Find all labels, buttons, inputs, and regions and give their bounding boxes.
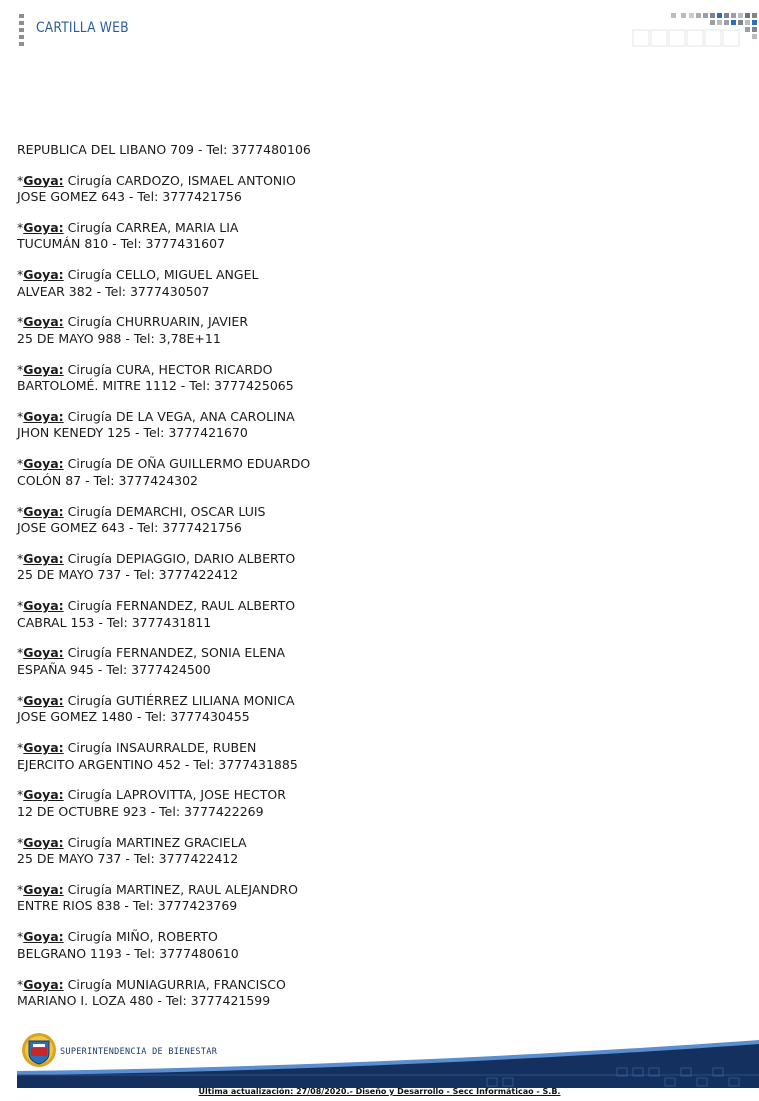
- list-item: [17, 173, 617, 206]
- footer-credits: Última actualización: 27/08/2020.- Diseño y Desarrollo - Secc Informáticao - S.B.: [198, 1087, 561, 1096]
- list-item: [17, 977, 617, 1010]
- city-label: Goya:: [23, 550, 64, 566]
- list-item: [17, 220, 617, 253]
- city-label: Goya:: [23, 219, 64, 235]
- entry-address: 25 DE MAYO 988 - Tel: 3,78E+11: [17, 330, 221, 346]
- specialty-name: Cirugía FERNANDEZ, RAUL ALBERTO: [63, 598, 296, 614]
- city-label: Goya:: [23, 881, 64, 897]
- bullet-marker: *: [17, 976, 24, 992]
- specialty-name: Cirugía CHURRUARIN, JAVIER: [63, 314, 249, 330]
- entry-title: [17, 693, 617, 710]
- specialty-name: Cirugía MIÑO, ROBERTO: [63, 929, 218, 945]
- list-item: [17, 456, 617, 489]
- entry-title: [17, 929, 617, 946]
- bullet-marker: *: [17, 881, 24, 897]
- list-item: [17, 409, 617, 442]
- entry-title: [17, 409, 617, 426]
- entry-title: [17, 551, 617, 568]
- bullet-marker: *: [17, 929, 24, 945]
- city-label: Goya:: [23, 408, 64, 424]
- city-label: Goya:: [23, 172, 64, 188]
- entry-address: BELGRANO 1193 - Tel: 3777480610: [17, 945, 239, 961]
- entry-address: 25 DE MAYO 737 - Tel: 3777422412: [17, 567, 239, 583]
- entry-address: CABRAL 153 - Tel: 3777431811: [17, 614, 212, 630]
- entry-title: [17, 882, 617, 899]
- provider-list: [17, 173, 617, 1010]
- entry-title: [17, 220, 617, 237]
- bullet-marker: *: [17, 172, 24, 188]
- specialty-name: Cirugía CURA, HECTOR RICARDO: [63, 361, 273, 377]
- entry-title: [17, 504, 617, 521]
- decorative-grid-icon: [629, 12, 759, 48]
- entry-address: ENTRE RIOS 838 - Tel: 3777423769: [17, 898, 238, 914]
- specialty-name: Cirugía MARTINEZ, RAUL ALEJANDRO: [63, 881, 298, 897]
- entry-title: [17, 173, 617, 190]
- city-label: Goya:: [23, 456, 64, 472]
- bullet-marker: *: [17, 645, 24, 661]
- city-label: Goya:: [23, 598, 64, 614]
- header-bars-icon: [19, 14, 24, 46]
- entry-title: [17, 598, 617, 615]
- footer-wave: [17, 1030, 759, 1088]
- specialty-name: Cirugía MUNIAGURRIA, FRANCISCO: [63, 976, 286, 992]
- list-item: [17, 314, 617, 347]
- list-item: [17, 929, 617, 962]
- entry-title: [17, 267, 617, 284]
- city-label: Goya:: [23, 314, 64, 330]
- entry-title: [17, 977, 617, 994]
- list-item: [17, 835, 617, 868]
- specialty-name: Cirugía DEPIAGGIO, DARIO ALBERTO: [63, 550, 296, 566]
- city-label: Goya:: [23, 740, 64, 756]
- city-label: Goya:: [23, 929, 64, 945]
- list-item: [17, 504, 617, 537]
- specialty-name: Cirugía CARDOZO, ISMAEL ANTONIO: [63, 172, 296, 188]
- city-label: Goya:: [23, 361, 64, 377]
- bullet-marker: *: [17, 361, 24, 377]
- police-emblem-icon: [21, 1032, 57, 1068]
- entry-address: TUCUMÁN 810 - Tel: 3777431607: [17, 236, 226, 252]
- list-item: [17, 645, 617, 678]
- bullet-marker: *: [17, 267, 24, 283]
- org-name: SUPERINTENDENCIA DE BIENESTAR: [60, 1047, 218, 1057]
- entry-address: JOSE GOMEZ 1480 - Tel: 3777430455: [17, 709, 250, 725]
- specialty-name: Cirugía CARREA, MARIA LIA: [63, 219, 239, 235]
- entry-title: [17, 740, 617, 757]
- list-item: [17, 693, 617, 726]
- city-label: Goya:: [23, 976, 64, 992]
- entry-title: [17, 645, 617, 662]
- list-item: [17, 740, 617, 773]
- listing-content: [17, 142, 617, 1024]
- specialty-name: Cirugía DE OÑA GUILLERMO EDUARDO: [63, 456, 311, 472]
- city-label: Goya:: [23, 692, 64, 708]
- list-item: [17, 787, 617, 820]
- list-item: [17, 551, 617, 584]
- specialty-name: Cirugía LAPROVITTA, JOSE HECTOR: [63, 787, 286, 803]
- entry-address: COLÓN 87 - Tel: 3777424302: [17, 472, 198, 488]
- list-item: [17, 882, 617, 915]
- bullet-marker: *: [17, 787, 24, 803]
- bullet-marker: *: [17, 834, 24, 850]
- specialty-name: Cirugía DE LA VEGA, ANA CAROLINA: [63, 408, 295, 424]
- bullet-marker: *: [17, 598, 24, 614]
- specialty-name: Cirugía DEMARCHI, OSCAR LUIS: [63, 503, 266, 519]
- entry-title: [17, 362, 617, 379]
- entry-title: [17, 314, 617, 331]
- entry-address: ALVEAR 382 - Tel: 3777430507: [17, 283, 210, 299]
- bullet-marker: *: [17, 503, 24, 519]
- city-label: Goya:: [23, 787, 64, 803]
- entry-address: BARTOLOMÉ. MITRE 1112 - Tel: 3777425065: [17, 378, 294, 394]
- city-label: Goya:: [23, 645, 64, 661]
- entry-address: JOSE GOMEZ 643 - Tel: 3777421756: [17, 189, 242, 204]
- bullet-marker: *: [17, 456, 24, 472]
- entry-address: EJERCITO ARGENTINO 452 - Tel: 3777431885: [17, 756, 298, 772]
- entry-address: 25 DE MAYO 737 - Tel: 3777422412: [17, 851, 239, 867]
- list-item: [17, 598, 617, 631]
- bullet-marker: *: [17, 408, 24, 424]
- entry-title: [17, 835, 617, 852]
- specialty-name: Cirugía INSAURRALDE, RUBEN: [63, 740, 257, 756]
- entry-address: MARIANO I. LOZA 480 - Tel: 3777421599: [17, 993, 271, 1009]
- specialty-name: Cirugía GUTIÉRREZ LILIANA MONICA: [63, 692, 295, 708]
- city-label: Goya:: [23, 503, 64, 519]
- entry-title: [17, 456, 617, 473]
- bullet-marker: *: [17, 314, 24, 330]
- footer-banner: [17, 1030, 759, 1088]
- entry-address: ESPAÑA 945 - Tel: 3777424500: [17, 661, 211, 677]
- entry-address: JHON KENEDY 125 - Tel: 3777421670: [17, 425, 248, 441]
- specialty-name: Cirugía MARTINEZ GRACIELA: [63, 834, 247, 850]
- city-label: Goya:: [23, 834, 64, 850]
- address-line: REPUBLICA DEL LIBANO 709 - Tel: 3777480106: [17, 142, 311, 157]
- bullet-marker: *: [17, 219, 24, 235]
- list-item: [17, 267, 617, 300]
- bullet-marker: *: [17, 550, 24, 566]
- bullet-marker: *: [17, 692, 24, 708]
- entry-address: 12 DE OCTUBRE 923 - Tel: 3777422269: [17, 803, 264, 819]
- specialty-name: Cirugía CELLO, MIGUEL ANGEL: [63, 267, 259, 283]
- entry-address: JOSE GOMEZ 643 - Tel: 3777421756: [17, 520, 242, 536]
- list-item: [17, 362, 617, 395]
- bullet-marker: *: [17, 740, 24, 756]
- page-title: CARTILLA WEB: [36, 20, 129, 36]
- entry-title: [17, 787, 617, 804]
- specialty-name: Cirugía FERNANDEZ, SONIA ELENA: [63, 645, 286, 661]
- city-label: Goya:: [23, 267, 64, 283]
